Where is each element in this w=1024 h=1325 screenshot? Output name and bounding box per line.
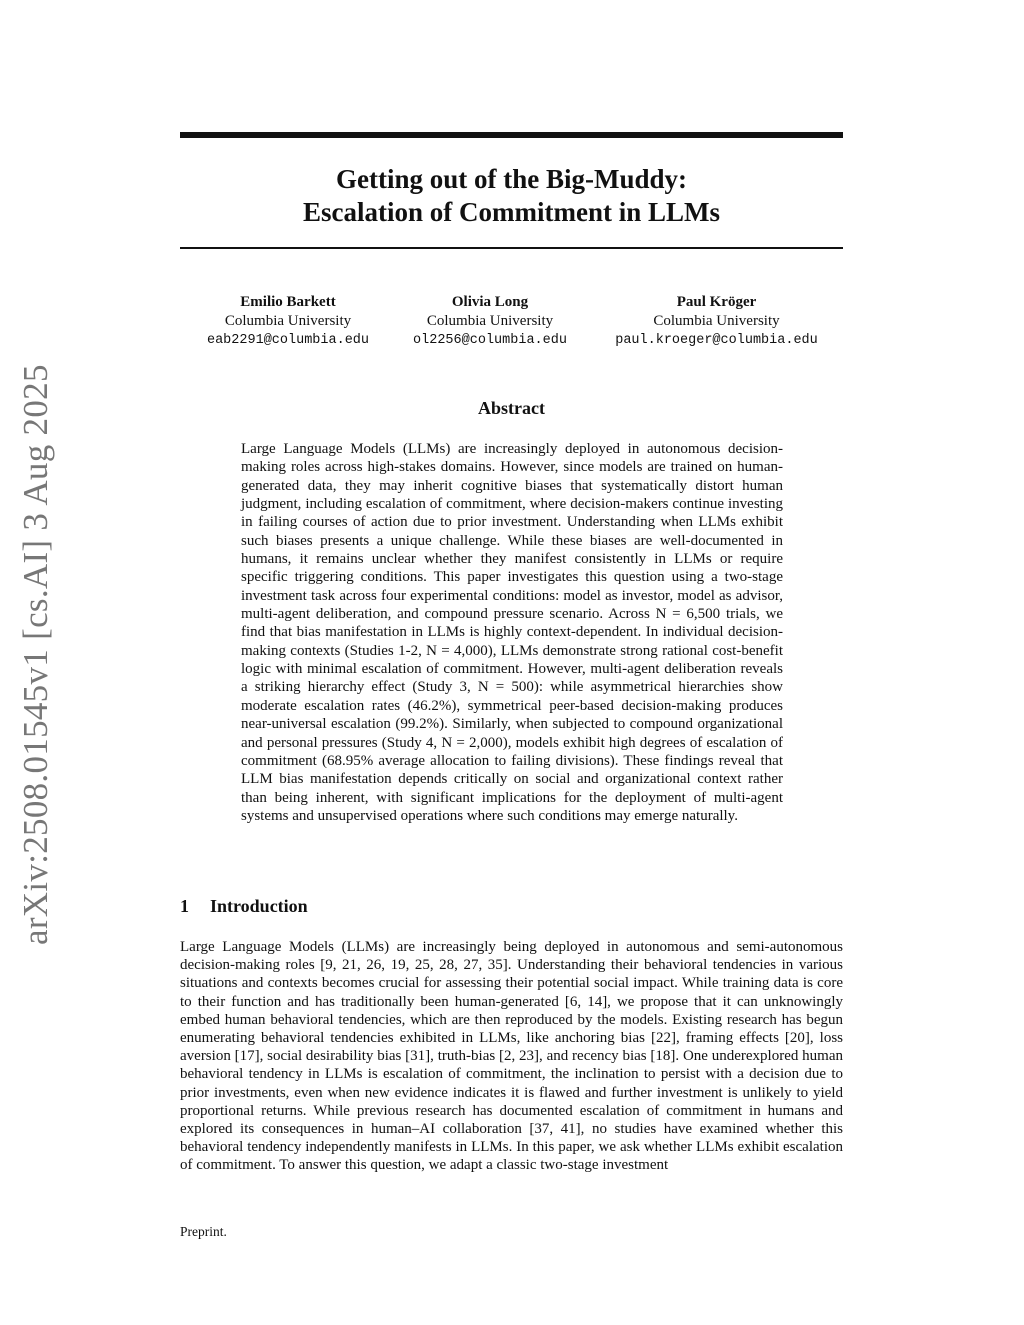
author-name: Olivia Long [451,294,529,310]
title-top-rule [180,132,843,138]
section-number: 1 [180,896,189,916]
author-email: eab2291@columbia.edu [206,333,370,348]
author-name: Paul Kröger [676,294,757,310]
author-card [186,293,390,350]
introduction-text: Large Language Models (LLMs) are increasingly being deployed in autonomous and semi-autonomous decision-making roles [9, 21, 26, 19, 25, 28, 27, 35]. Understanding their behavioral tendencies in various situations and contexts becomes crucial for assessing their potential social impact. While training data is core to their function and has traditionally been human-generated [6, 14], we propose that it can unknowingly embed human behavioral tendencies, which are then reproduced by the models. Existing research has begun enumerating behavioral tendencies exhibited in LLMs, like anchoring bias [22], framing effects [20], loss aversion [17], social desirability bias [31], truth-bias [2, 23], and recency bias [18]. One underexplored human behavioral tendency in LLMs is escalation of commitment, the inclination to persist with a decision due to prior investments, even when new evidence indicates it is flawed and further investment is unlikely to yield proportional returns. While previous research has documented escalation of commitment in humans and explored its consequences in human–AI collaboration [37, 41], no studies have examined whether this behavioral tendency independently manifests in LLMs. In this paper, we ask whether LLMs exhibit escalation of commitment. To answer this question, we adapt a classic two-stage investment [180,939,843,1174]
paper-title [180,163,843,229]
author-affiliation: Columbia University [653,313,780,329]
title-bottom-rule [180,247,843,249]
author-card [390,293,590,350]
abstract-heading: Abstract [478,398,545,418]
page-footer: Preprint. [180,1224,227,1239]
abstract-text: Large Language Models (LLMs) are increasingly deployed in autonomous decision-making roles across high-stakes domains. However, since models are trained on human-generated data, they may inherit cognitive biases that systematically distort human judgment, including escalation of commitment, where decision-makers continue investing in failing courses of action due to prior investment. Understanding when LLMs exhibit such biases presents a unique challenge. While these biases are well-documented in humans, it remains unclear whether they manifest consistently in LLMs or require specific triggering conditions. This paper investigates this question using a two-stage investment task across four experimental conditions: model as investor, model as advisor, multi-agent deliberation, and compound pressure scenario. Across N = 6,500 trials, we find that bias manifestation in LLMs is highly context-dependent. In individual decision-making contexts (Studies 1-2, N = 4,000), LLMs demonstrate strong rational cost-benefit logic with minimal escalation of commitment. However, multi-agent deliberation reveals a striking hierarchy effect (Study 3, N = 500): while asymmetrical hierarchies show moderate escalation rates (46.2%), symmetrical peer-based decision-making produces near-universal escalation (99.2%). Similarly, when subjected to compound organizational and personal pressures (Study 4, N = 2,000), models exhibit high degrees of escalation of commitment (68.95% average allocation to failing divisions). These findings reveal that LLM bias manifestation depends critically on social and organizational context rather than being inherent, with significant implications for the deployment of multi-agent systems and unsupervised operations where such conditions may emerge naturally. [241,441,783,824]
arxiv-identifier-stamp: arXiv:2508.01545v1 [cs.AI] 3 Aug 2025 [16,364,55,945]
author-affiliation: Columbia University [224,313,352,329]
paper-title-line-2: Escalation of Commitment in LLMs [303,197,720,227]
section-title: Introduction [210,896,308,916]
author-block [180,293,843,353]
section-heading-introduction [180,896,308,917]
paper-title-line-1: Getting out of the Big-Muddy: [336,164,687,194]
author-affiliation: Columbia University [426,313,554,329]
author-name: Emilio Barkett [240,294,336,310]
author-card [590,293,843,350]
author-email: paul.kroeger@columbia.edu [615,333,818,348]
author-email: ol2256@columbia.edu [413,333,567,348]
